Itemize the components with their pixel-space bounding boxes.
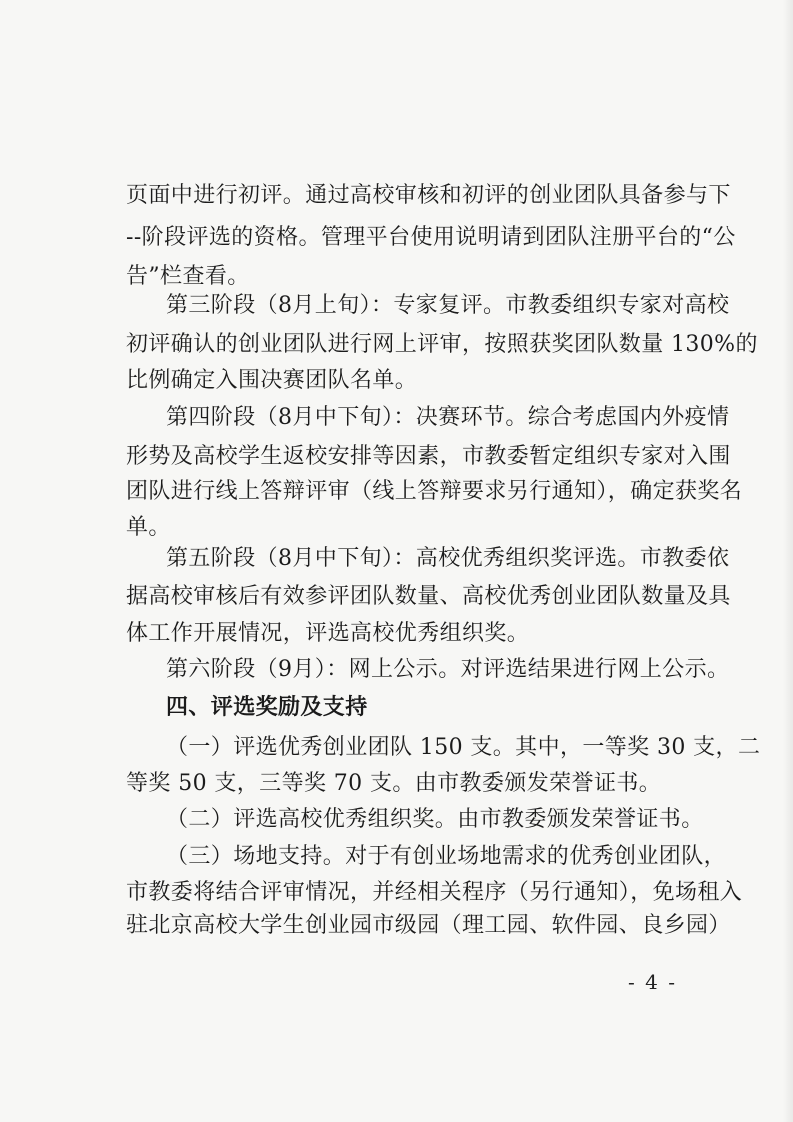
paragraph-venue-support-line-3: 驻北京高校大学生创业园市级园（理工园、软件园、良乡园） bbox=[126, 913, 731, 938]
paragraph-stage-four-line-2: 形势及高校学生返校安排等因素，市教委暂定组织专家对入围 bbox=[126, 444, 731, 469]
paragraph-stage-five-line-3: 体工作开展情况，评选高校优秀组织奖。 bbox=[126, 621, 530, 646]
section-heading-awards: 四、评选奖励及支持 bbox=[166, 694, 368, 720]
paragraph-venue-support-line-1: （三）场地支持。对于有创业场地需求的优秀创业团队， bbox=[166, 844, 727, 869]
paragraph-venue-support-line-2: 市教委将结合评审情况，并经相关程序（另行通知），免场租入 bbox=[126, 880, 743, 905]
page-number: - 4 - bbox=[628, 970, 677, 994]
text-line-2: --阶段评选的资格。管理平台使用说明请到团队注册平台的“公 bbox=[126, 225, 736, 250]
paragraph-stage-three-line-3: 比例确定入围决赛团队名单。 bbox=[126, 368, 418, 393]
paragraph-stage-three-line-2: 初评确认的创业团队进行网上评审，按照获奖团队数量 130%的 bbox=[126, 332, 758, 357]
paragraph-stage-six: 第六阶段（9月）：网上公示。对评选结果进行网上公示。 bbox=[166, 657, 730, 682]
scan-edge-shadow bbox=[783, 0, 793, 1122]
paragraph-stage-five-line-1: 第五阶段（8月中下旬）：高校优秀组织奖评选。市教委依 bbox=[166, 546, 730, 571]
paragraph-stage-four-line-3: 团队进行线上答辩评审（线上答辩要求另行通知），确定获奖名 bbox=[126, 479, 743, 504]
text-line-3: 告”栏查看。 bbox=[126, 264, 250, 289]
text-line-1: 页面中进行初评。通过高校审核和初评的创业团队具备参与下 bbox=[126, 183, 731, 208]
paragraph-award-two: （二）评选高校优秀组织奖。由市教委颁发荣誉证书。 bbox=[166, 807, 704, 832]
paragraph-stage-three-line-1: 第三阶段（8月上旬）：专家复评。市教委组织专家对高校 bbox=[166, 293, 730, 318]
paragraph-stage-four-line-4: 单。 bbox=[126, 515, 171, 540]
paragraph-stage-five-line-2: 据高校审核后有效参评团队数量、高校优秀创业团队数量及具 bbox=[126, 584, 731, 609]
paragraph-award-one-line-2: 等奖 50 支，三等奖 70 支。由市教委颁发荣誉证书。 bbox=[126, 771, 662, 796]
paragraph-award-one-line-1: （一）评选优秀创业团队 150 支。其中，一等奖 30 支，二 bbox=[166, 735, 761, 760]
paragraph-stage-four-line-1: 第四阶段（8月中下旬）：决赛环节。综合考虑国内外疫情 bbox=[166, 405, 730, 430]
